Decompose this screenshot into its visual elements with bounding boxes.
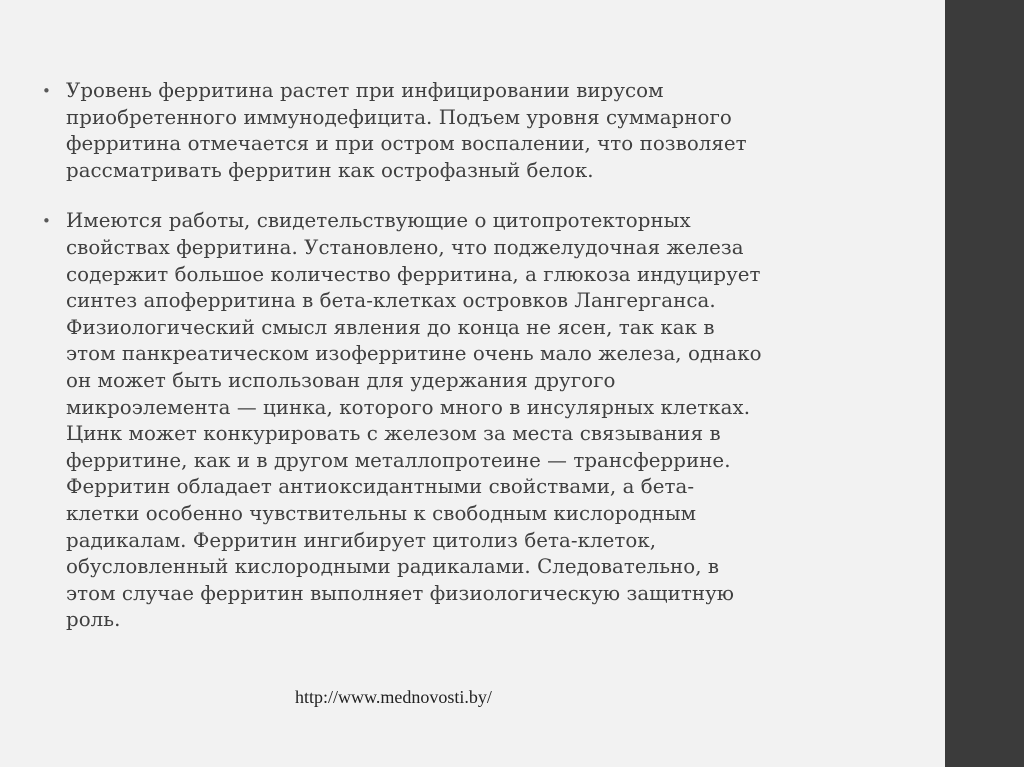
bullet-item-cytoprotective [42,208,922,634]
bullet-dot-icon: • [42,82,51,100]
text-line: этом случае ферритин выполняет физиологическую защитную [66,581,735,605]
text-line: Ферритин обладает антиоксидантными свойствами, а бета- [66,475,695,499]
text-line: Имеются работы, свидетельствующие о цитопротекторных [66,209,691,233]
text-line: ферритина отмечается и при остром воспалении, что позволяет [66,132,747,156]
text-line: роль. [66,608,121,632]
bullet-dot-icon: • [42,212,51,231]
text-line: он может быть использован для удержания другого [66,368,616,392]
text-line: свойствах ферритина. Установлено, что поджелудочная железа [66,235,744,259]
text-line: ферритине, как и в другом металлопротеине — трансферрине. [66,448,731,472]
text-line: содержит большое количество ферритина, а глюкоза индуцирует [66,262,761,286]
text-line: радикалам. Ферритин ингибирует цитолиз бета-клеток, [66,528,657,552]
text-line: Физиологический смысл явления до конца не ясен, так как в [66,315,715,339]
bullet-item-hiv [42,78,922,184]
text-line: Цинк может конкурировать с железом за места связывания в [66,422,721,446]
text-line: клетки особенно чувствительны к свободным кислородным [66,501,697,525]
side-bar [945,0,1024,767]
bullet-list [42,78,922,634]
source-url: http://www.mednovosti.by/ [295,687,492,707]
text-line: синтез апоферритина в бета-клетках островков Лангерганса. [66,289,716,313]
text-line: этом панкреатическом изоферритине очень мало железа, однако [66,342,762,366]
text-line: обусловленный кислородными радикалами. Следовательно, в [66,555,720,579]
text-line: Уровень ферритина растет при инфицировании вирусом [66,79,664,102]
text-line: микроэлемента — цинка, которого много в инсулярных клетках. [66,395,751,419]
text-line: рассматривать ферритин как острофазный белок. [66,158,594,182]
text-line: приобретенного иммунодефицита. Подъем уровня суммарного [66,105,732,129]
